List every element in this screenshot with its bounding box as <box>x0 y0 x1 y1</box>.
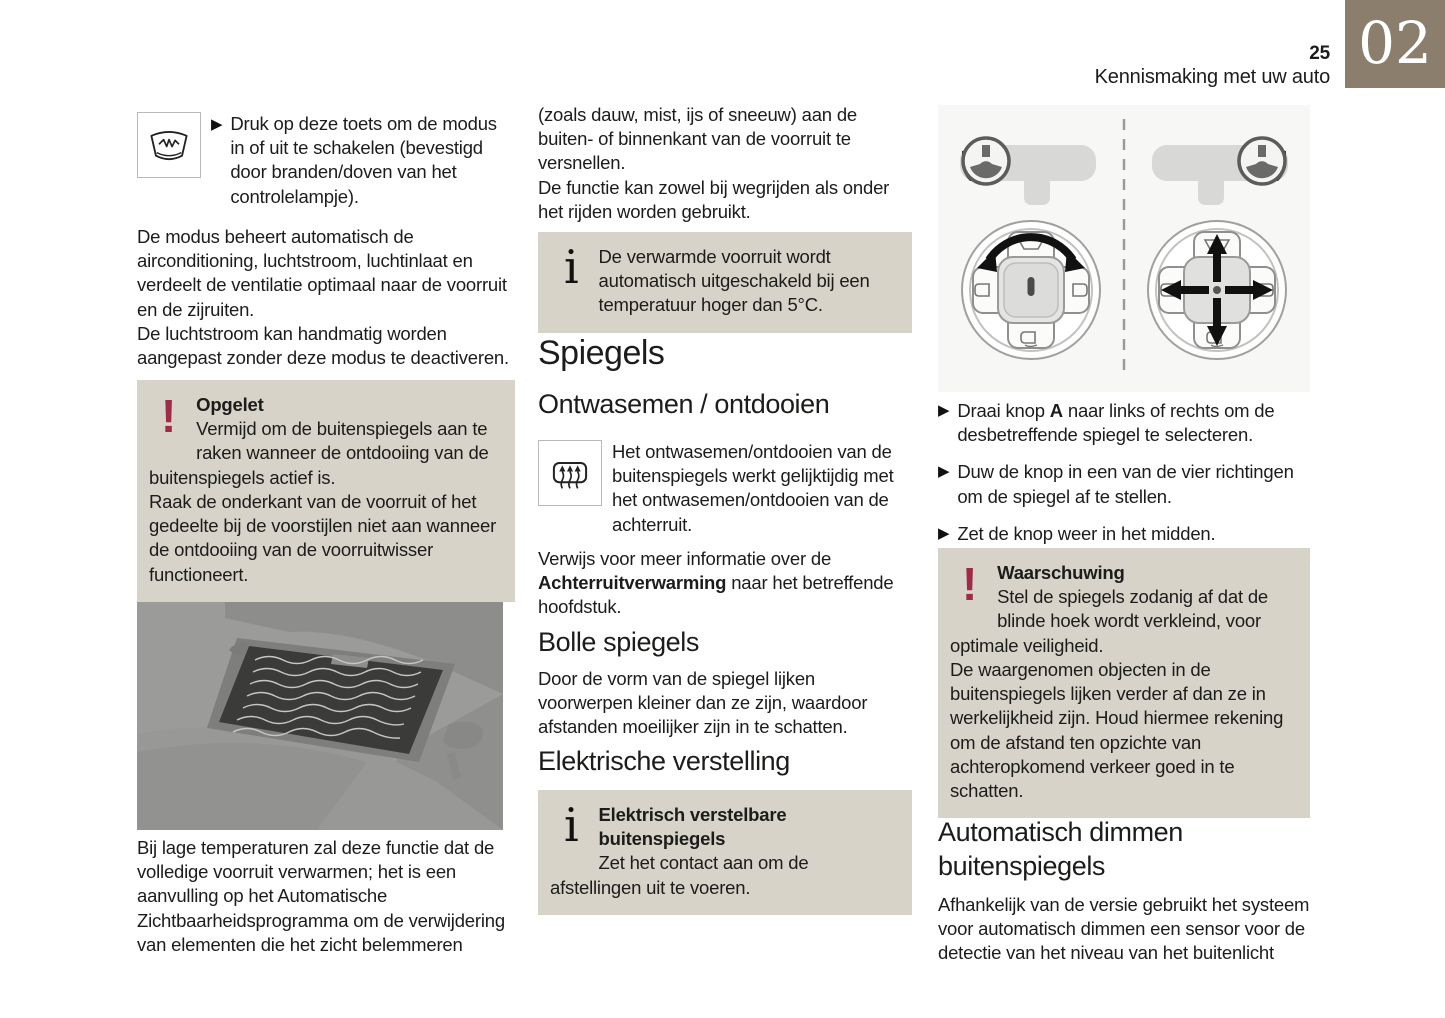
instruction-text: Druk op deze toets om de modus in of uit te schakelen (bevestigd door branden/doven van het controlelampje). <box>230 113 497 207</box>
triangle-right-icon: ▶ <box>938 524 950 542</box>
info-box-electric-mirrors <box>538 790 912 915</box>
info-icon: i <box>564 240 579 294</box>
right-mirror-silhouette <box>1152 138 1288 205</box>
heading-bolle-spiegels: Bolle spiegels <box>538 627 700 657</box>
exclamation-icon: ! <box>161 390 177 442</box>
paragraph: De modus beheert automatisch de airconditioning, luchtstroom, luchtinlaat en verdeelt de ventilatie optimaal naar de voorruit en de zijruiten. <box>137 226 507 320</box>
triangle-right-icon: ▶ <box>938 402 950 419</box>
low-temperature-paragraph: Bij lage temperaturen zal deze functie dat de volledige voorruit verwarmen; het is een aanvulling op het Automatische Zichtbaarheidsprogramma om de verwijdering van elementen die het zicht belemmeren <box>137 837 505 955</box>
mirror-adjust-knob <box>1148 221 1286 359</box>
windshield-heating-icon <box>146 125 192 165</box>
mode-paragraphs <box>137 225 515 370</box>
triangle-right-icon: ▶ <box>938 463 950 481</box>
reference-text: Verwijs voor meer informatie over de <box>538 548 832 569</box>
bolle-paragraph: Door de vorm van de spiegel lijken voorwerpen kleiner dan ze zijn, waardoor afstanden moeilijker zijn in te schatten. <box>538 668 868 738</box>
info-text: Zet het contact aan om de afstellingen uit te voeren. <box>550 852 809 898</box>
mirror-knob-illustration <box>938 105 1310 392</box>
step-text: Draai knop A naar links of rechts om de desbetreffende spiegel te selecteren. <box>957 400 1275 446</box>
left-column <box>137 0 515 1018</box>
dimmen-paragraph: Afhankelijk van de versie gebruikt het systeem voor automatisch dimmen een sensor voor de detectie van het niveau van het buitenlicht <box>938 894 1310 964</box>
mirror-defrost-text: Het ontwasemen/ontdooien van de buitenspiegels werkt gelijktijdig met het ontwasemen/ontdooien van de achterruit. <box>612 441 894 535</box>
caution-title: Opgelet <box>196 394 264 415</box>
mirror-steps <box>938 399 1310 559</box>
mirror-knob-diagram <box>938 105 1310 392</box>
step-item <box>938 399 1310 447</box>
mirror-defrost-button <box>538 440 602 506</box>
exclamation-icon: ! <box>962 558 978 610</box>
car-windshield-illustration <box>137 602 503 830</box>
triangle-right-icon: ▶ <box>211 116 223 133</box>
windshield-heating-instruction <box>137 112 515 209</box>
reference-text: naar het betreffende hoofdstuk. <box>538 572 894 618</box>
rear-window-reference <box>538 547 912 620</box>
step-item <box>938 460 1310 508</box>
paragraph: De luchtstroom kan handmatig worden aangepast zonder deze modus te deactiveren. <box>137 322 509 369</box>
mirror-defrost-icon <box>547 450 593 496</box>
heading-ontwasemen: Ontwasemen / ontdooien <box>538 389 830 419</box>
warning-body: Stel de spiegels zodanig af dat de blinde hoek wordt verkleind, voor optimale veiligheid. <box>950 586 1269 656</box>
warning-body: De waargenomen objecten in de buitenspiegels lijken verder af dan ze in werkelijkheid zijn. Houd hiermee rekening om de afstand ten opzichte van achteropkomend verkeer goed in te schatten. <box>950 658 1284 802</box>
info-icon: i <box>564 798 579 852</box>
windshield-heating-button <box>137 112 201 178</box>
heading-automatisch-dimmen: Automatisch dimmen buitenspiegels <box>938 817 1183 881</box>
chapter-number: 02 <box>1358 9 1432 78</box>
step-text: Duw de knop in een van de vier richtingen om de spiegel af te stellen. <box>957 461 1294 507</box>
defrost-paragraphs <box>538 103 912 224</box>
warning-title: Waarschuwing <box>997 562 1125 583</box>
chapter-tab <box>1345 0 1445 88</box>
section-title: Kennismaking met uw auto <box>1094 66 1330 88</box>
middle-column <box>538 0 912 1018</box>
page-number: 25 <box>1309 43 1330 64</box>
warning-box <box>938 548 1310 818</box>
info-text: De verwarmde voorruit wordt automatisch uitgeschakeld bij een temperatuur hoger dan 5°C. <box>598 246 870 316</box>
paragraph: (zoals dauw, mist, ijs of sneeuw) aan de buiten- of binnenkant van de voorruit te versnellen. <box>538 104 857 174</box>
mirror-select-knob <box>962 221 1100 359</box>
caution-box <box>137 380 515 602</box>
paragraph: De functie kan zowel bij wegrijden als onder het rijden worden gebruikt. <box>538 176 890 222</box>
info-title: Elektrisch verstelbare buitenspiegels <box>598 804 787 850</box>
step-item <box>938 522 1310 546</box>
heading-elektrische-verstelling: Elektrische verstelling <box>538 746 790 776</box>
reference-bold: Achterruitverwarming <box>538 572 727 594</box>
left-mirror-silhouette <box>960 138 1096 205</box>
caution-body: Raak de onderkant van de voorruit of het gedeelte bij de voorstijlen niet aan wanneer de ontdooiing van de voorruitwisser functioneert. <box>149 490 497 585</box>
right-column <box>938 0 1310 1018</box>
heated-windshield-photo <box>137 602 515 830</box>
caution-body: Vermijd om de buitenspiegels aan te raken wanneer de ontdooiing van de buitenspiegels actief is. <box>149 418 489 488</box>
info-box-windshield <box>538 232 912 333</box>
mirror-defrost-instruction <box>538 440 912 537</box>
heading-spiegels: Spiegels <box>538 334 665 372</box>
step-text: Zet de knop weer in het midden. <box>957 522 1216 544</box>
